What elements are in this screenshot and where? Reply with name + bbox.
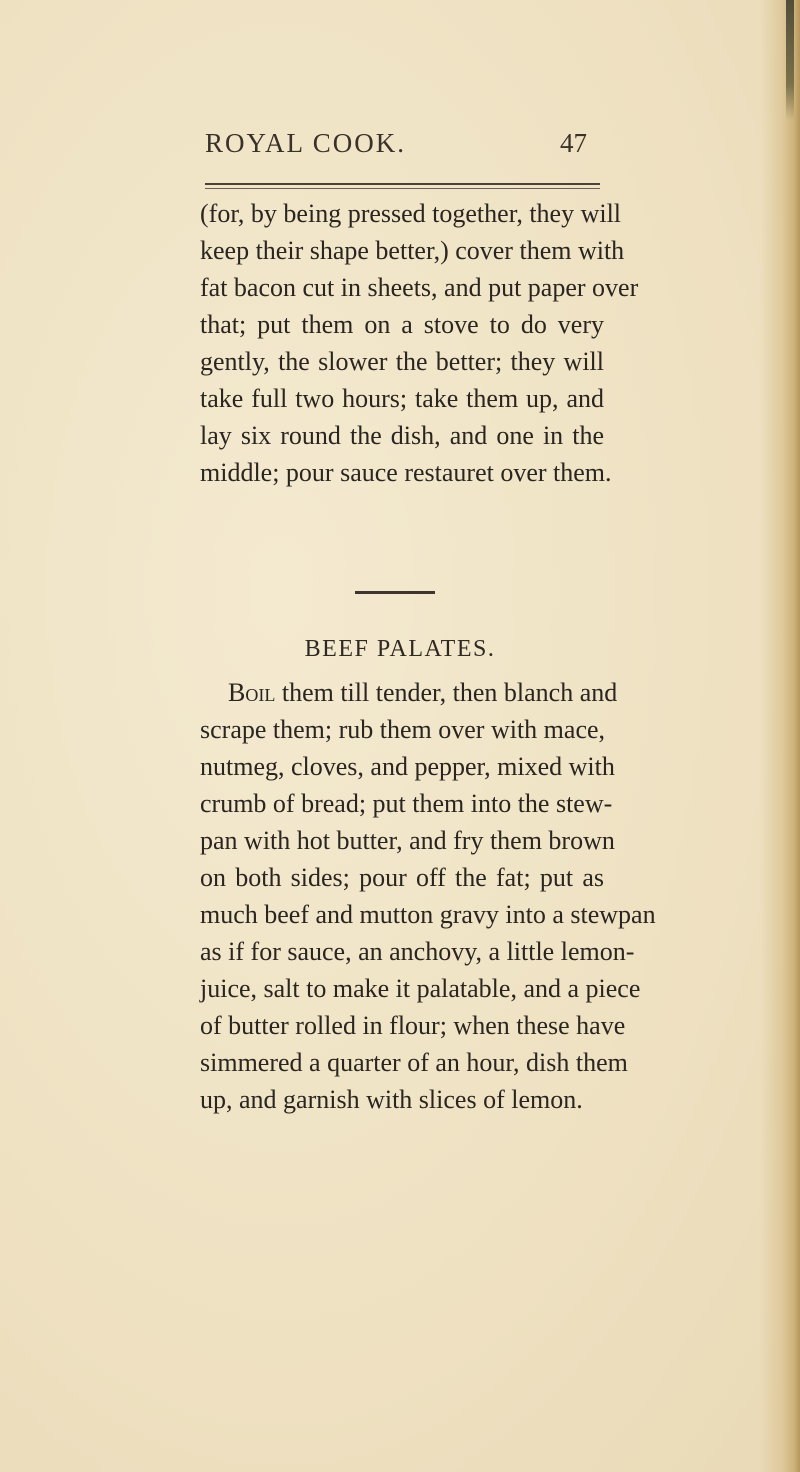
text-line-first bbox=[200, 674, 618, 711]
header-rule-thin bbox=[205, 188, 600, 189]
text-line: lay six round the dish, and one in the bbox=[200, 421, 604, 450]
page-header bbox=[205, 128, 600, 164]
text-line: pan with hot butter, and fry them brown bbox=[200, 826, 615, 855]
page-number: 47 bbox=[560, 128, 587, 158]
text-line: (for, by being pressed together, they will bbox=[200, 199, 622, 228]
text-line: keep their shape better,) cover them with bbox=[200, 236, 625, 265]
header-rule bbox=[205, 183, 600, 185]
text-line: up, and garnish with slices of lemon. bbox=[200, 1085, 583, 1114]
recipe-paragraph bbox=[200, 674, 656, 1118]
text-line: on both sides; pour off the fat; put as bbox=[200, 863, 604, 892]
first-line-rest: them till tender, then blanch and bbox=[275, 678, 618, 707]
paragraph-continued bbox=[200, 195, 639, 491]
text-line: juice, salt to make it palatable, and a piece bbox=[200, 974, 641, 1003]
text-line: middle; pour sauce restauret over them. bbox=[200, 458, 612, 487]
text-line: as if for sauce, an anchovy, a little lemon- bbox=[200, 937, 635, 966]
text-line: nutmeg, cloves, and pepper, mixed with bbox=[200, 752, 615, 781]
text-line: simmered a quarter of an hour, dish them bbox=[200, 1048, 628, 1077]
text-line: scrape them; rub them over with mace, bbox=[200, 715, 606, 744]
page-edge bbox=[760, 0, 800, 1472]
text-line: gently, the slower the better; they will bbox=[200, 347, 604, 376]
running-title: ROYAL COOK. bbox=[205, 128, 407, 158]
text-line: much beef and mutton gravy into a stewpan bbox=[200, 900, 656, 929]
text-line: crumb of bread; put them into the stew- bbox=[200, 789, 613, 818]
first-word: Boil bbox=[228, 678, 276, 707]
text-line: of butter rolled in flour; when these have bbox=[200, 1011, 626, 1040]
text-line: that; put them on a stove to do very bbox=[200, 310, 604, 339]
text-line: take full two hours; take them up, and bbox=[200, 384, 604, 413]
binding-shadow bbox=[786, 0, 794, 120]
section-separator bbox=[355, 591, 435, 594]
recipe-heading: BEEF PALATES. bbox=[304, 636, 496, 662]
text-line: fat bacon cut in sheets, and put paper over bbox=[200, 273, 639, 302]
